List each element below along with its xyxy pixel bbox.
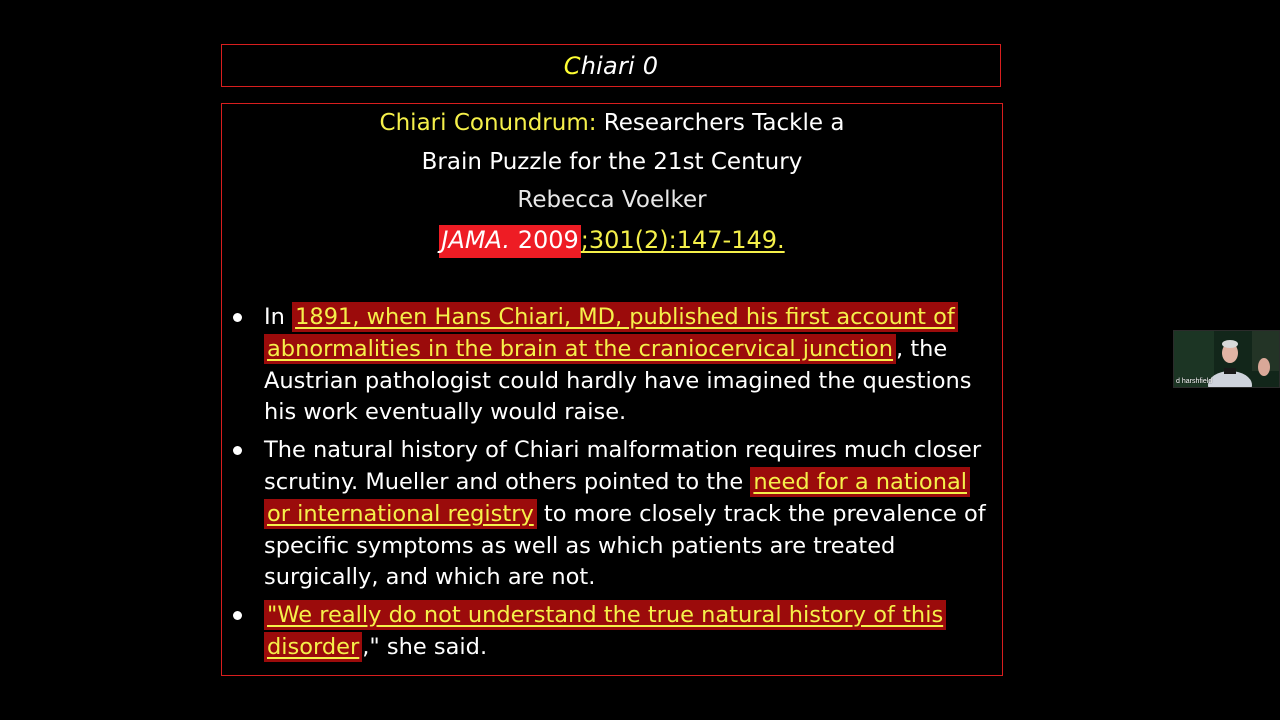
slide-title	[564, 52, 658, 80]
slide-title-rest: hiari 0	[580, 51, 659, 80]
bullet-suffix: ," she said.	[362, 633, 488, 660]
bullet-dot-icon	[233, 313, 242, 322]
slide-title-initial: C	[563, 51, 581, 80]
citation-volume-pages: ;301(2):147-149.	[580, 226, 785, 254]
bullet-highlight: 1891, when Hans Chiari, MD, published his first account of abnormalities in the brain at the craniocervical junction	[264, 302, 958, 364]
bullet-highlight: need for a national or international registry	[264, 467, 970, 529]
bullet-suffix: to more closely track the prevalence of specific symptoms as well as which patients are treated surgically, and which are not.	[264, 500, 986, 591]
bullet-list	[222, 302, 1002, 670]
bullet-suffix: , the Austrian pathologist could hardly have imagined the questions his work eventually would raise.	[264, 335, 972, 426]
slide-title-box	[221, 44, 1001, 87]
bullet-highlight: "We really do not understand the true natural history of this disorder	[264, 600, 946, 662]
participant-video-thumbnail[interactable]	[1173, 330, 1280, 388]
slide-content-box	[221, 103, 1003, 676]
reference-author: Rebecca Voelker	[517, 187, 707, 213]
reference-title-line-1	[222, 104, 1002, 143]
bullet-dot-icon	[233, 446, 242, 455]
participant-name: d harshfield	[1176, 378, 1213, 385]
bullet-item	[222, 435, 1002, 594]
bullet-prefix: In	[264, 304, 293, 330]
reference-title-line-1-rest: Researchers Tackle a	[596, 110, 845, 136]
bullet-item	[222, 302, 1002, 429]
journal-name: JAMA.	[441, 226, 511, 254]
reference-title-highlight: Chiari Conundrum:	[379, 110, 597, 136]
journal-badge	[439, 225, 580, 258]
bullet-prefix: The natural history of Chiari malformation requires much closer scrutiny. Mueller and others pointed to the	[264, 437, 982, 495]
journal-year: 2009	[517, 226, 579, 254]
bullet-dot-icon	[233, 611, 242, 620]
reference-block	[222, 104, 1002, 259]
reference-title-line-2: Brain Puzzle for the 21st Century	[421, 148, 803, 175]
reference-citation	[222, 221, 1002, 259]
bullet-item	[222, 600, 1002, 664]
